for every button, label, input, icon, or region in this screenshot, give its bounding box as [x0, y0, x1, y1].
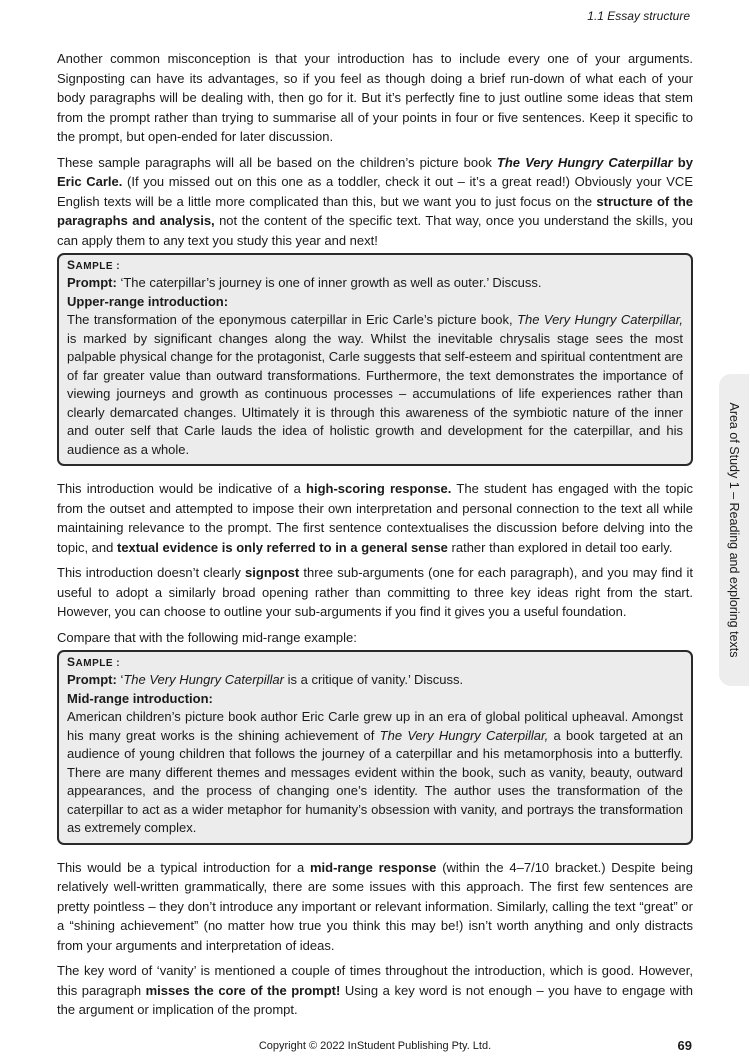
sample-body — [67, 708, 683, 838]
paragraph-compare: Compare that with the following mid-range example: — [57, 629, 357, 645]
text-run: (within the 4–7/10 bracket.) Despite being relatively well-written grammatically, there are some issues with this approach. The first few sentences are pretty pointless – they don’t introduce any important or relevant information. Similarly, calling the text “great” or a “shining achievement” (no matter how true you think this may be!) isn’t worth anything and only distracts from your arguments and interpretation of ideas. — [57, 859, 693, 953]
book-title: The Very Hungry Caterpillar, — [379, 727, 549, 743]
sample-tag — [67, 655, 683, 671]
paragraph-signpost — [57, 563, 693, 622]
text-run: These sample paragraphs will all be based on the children’s picture book — [57, 154, 497, 170]
text-run: (If you missed out on this one as a toddler, check it out – it’s a great read!) Obviously your VCE English texts will be a little more complicated than this, but we want you to just focus on the — [57, 174, 693, 209]
emphasis: signpost — [245, 565, 300, 580]
copyright-notice: Copyright © 2022 InStudent Publishing Pty. Ltd. — [258, 1040, 492, 1052]
sample-prompt — [67, 671, 683, 690]
page-number: 69 — [677, 1038, 692, 1053]
sample-heading — [67, 293, 683, 312]
emphasis-structure: structure of the paragraphs and analysis, — [57, 193, 694, 228]
paragraph-high-scoring — [57, 479, 693, 557]
text-run: This would be a typical introduction for a — [57, 859, 310, 875]
sample-prompt — [67, 274, 683, 293]
sample-tag-rest: AMPLE : — [75, 261, 121, 272]
paragraph-sample-intro — [57, 153, 693, 251]
emphasis: mid-range response — [309, 859, 437, 875]
page-content — [57, 49, 693, 1026]
sample-tag — [67, 258, 683, 274]
text-run: This introduction doesn’t clearly — [57, 565, 246, 580]
text-run: The student has engaged with the topic from the outset and attempted to impose their own interpretation and personal connection to the text all while maintaining relevance to the prompt. The first sentence contextualises the discussion before delving into the topic, and — [57, 481, 694, 555]
text-run: The key word of ‘vanity’ is mentioned a couple of times throughout the introduction, which is good. However, this paragraph — [57, 963, 693, 998]
prompt-text: is a critique of vanity.’ Discuss. — [283, 672, 464, 687]
prompt-text: ‘The caterpillar’s journey is one of inner growth as well as outer.’ Discuss. — [116, 275, 542, 290]
side-tab-label: Area of Study 1 – Reading and exploring texts — [727, 402, 741, 658]
paragraph-key-word — [57, 961, 693, 1020]
emphasis: misses the core of the prompt! — [145, 982, 341, 998]
text-run: The transformation of the eponymous caterpillar in Eric Carle’s picture book, — [67, 312, 518, 327]
emphasis: high-scoring response. — [306, 481, 452, 496]
prompt-label: Prompt: — [67, 672, 117, 687]
text-run: American children’s picture book author Eric Carle grew up in an era of global political upheaval. Amongst his many great works is the shining achievement of — [67, 709, 683, 743]
text-run: This introduction would be indicative of a — [57, 481, 307, 496]
book-title: The Very Hungry Caterpillar, — [517, 312, 683, 327]
section-header: 1.1 Essay structure — [587, 9, 690, 23]
emphasis: textual evidence is only referred to in a general sense — [117, 539, 448, 555]
text-run: three sub-arguments (one for each paragraph), and you may find it useful to adopt a similarly broad opening rather than committing to three key ideas right from the start. However, you can choose to outline your sub-arguments if you find it gives you a useful foundation. — [57, 565, 693, 619]
book-title: The Very Hungry Caterpillar — [123, 672, 284, 687]
page-footer — [0, 1038, 750, 1056]
paragraph-mid-range — [57, 858, 693, 956]
sample-tag-rest: AMPLE : — [75, 658, 121, 669]
book-author: by Eric Carle. — [57, 154, 693, 189]
text-run: not the content of the specific text. That way, once you understand the skills, you can apply them to any text you study this year and next! — [57, 213, 693, 248]
text-run: ‘ — [116, 672, 124, 687]
side-tab-area-of-study — [719, 374, 749, 686]
sample-tag-initial: S — [67, 655, 76, 669]
text-run: a book targeted at an audience of young children that follows the journey of a caterpillar and his metamorphosis into a butterfly. There are many different themes and messages evident within the book, such as vanity, beauty, outward appearances, and the process of changing one’s identity. The author uses the transformation of the caterpillar to act as a wider metaphor for humanity’s obsession with vanity, and portrays the transformation as extremely complex. — [67, 727, 684, 835]
sample-heading-text: Upper-range introduction: — [67, 293, 229, 309]
sample-box-mid-range — [57, 650, 693, 845]
paragraph-misconception: Another common misconception is that your introduction has to include every one of your arguments. Signposting can have its advantages, so if you feel as though doing a brief run-down of what each of your body paragraphs will be dealing with, then go for it. But it’s perfectly fine to just outline some ideas that stem from the prompt rather than trying to summarise all of your points in four or five sentences. Keep it specific to the prompt, but open-ended for later discussion. — [57, 51, 693, 144]
sample-heading — [67, 690, 683, 709]
prompt-label: Prompt: — [67, 275, 117, 290]
text-run: rather than explored in detail too early. — [447, 539, 673, 555]
sample-heading-text: Mid-range introduction: — [67, 690, 213, 706]
sample-box-upper-range — [57, 253, 693, 466]
sample-tag-initial: S — [67, 258, 76, 272]
text-run: Using a key word is not enough – you have to engage with the argument or implication of the prompt. — [57, 982, 693, 1017]
book-title: The Very Hungry Caterpillar — [496, 154, 673, 170]
text-run: is marked by significant changes along the way. Whilst the inevitable chrysalis stage sees the most palpable physical change for the protagonist, Carle suggests that self-esteem and spiritual contentment are of far greater value than outward transformations. Furthermore, the text demonstrates the importance of viewing journeys and growth as continuous processes – accumulations of life experiences rather than clearly demarcated changes. Ultimately it is through this awareness of the symbiotic nature of the inner and outer self that Carle lauds the idea of holistic growth and development for the caterpillar, and his audience as a whole. — [67, 330, 683, 457]
sample-body — [67, 311, 683, 459]
